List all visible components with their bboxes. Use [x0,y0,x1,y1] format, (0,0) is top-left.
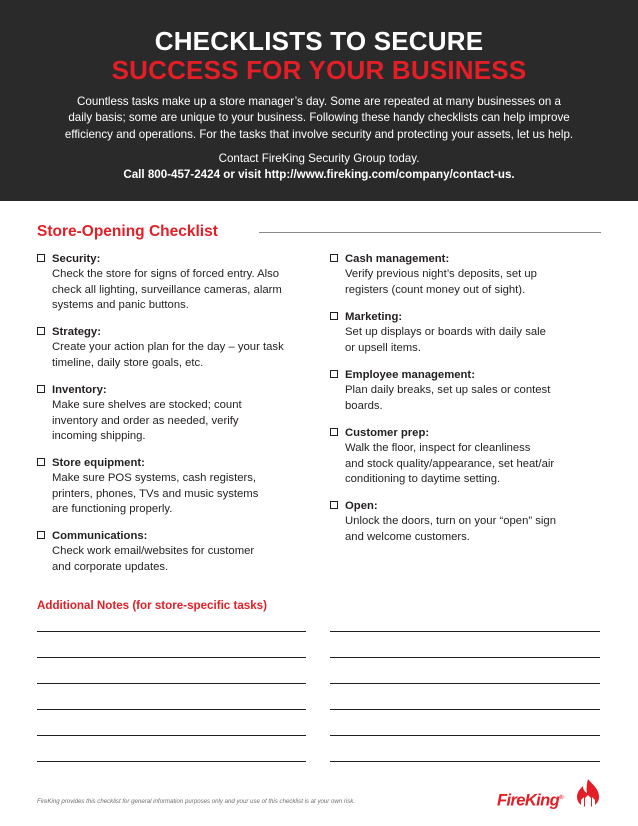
checklist-item-text [345,368,605,414]
fireking-logo [497,778,603,808]
checklist-item-line: Plan daily breaks, set up sales or contest [345,384,551,397]
checkbox[interactable] [330,312,338,320]
note-line[interactable] [330,683,600,684]
checklist-item-text [345,499,605,545]
checklist-item-right-2 [330,368,605,414]
checkbox[interactable] [37,327,45,335]
checklist-item-left-1 [37,325,317,371]
checklist-item-line: conditioning to daytime setting. [345,472,501,485]
checklist-item-right-0 [330,252,605,298]
checklist-item-line: printers, phones, TVs and music systems [52,487,259,500]
checklist-item-line: and corporate updates. [52,560,169,573]
checklist-item-line: timeline, daily store goals, etc. [52,356,204,369]
section-title: Store-Opening Checklist [37,222,224,242]
header-banner [0,0,638,201]
checklist-item-line: inventory and order as needed, verify [52,414,239,427]
intro-line-2: daily basis; some are unique to your business. Following these handy checklists can help improve [68,111,570,125]
checklist-item-text [345,252,605,298]
checklist-item-heading: Marketing: [345,311,403,323]
checklist-item-text [52,252,317,313]
checklist-item-heading: Customer prep: [345,427,430,439]
checklist-item-text [345,426,605,487]
checklist-item-text [52,529,317,575]
checkbox[interactable] [330,254,338,262]
section-divider [259,232,601,233]
contact-line-1: Contact FireKing Security Group today. [218,152,420,165]
checklist-item-text [52,383,317,444]
checklist-item-heading: Cash management: [345,253,450,265]
note-line[interactable] [37,761,306,762]
note-line[interactable] [37,631,306,632]
note-line[interactable] [37,735,306,736]
note-line[interactable] [37,709,306,710]
checkbox[interactable] [37,385,45,393]
checkbox[interactable] [37,531,45,539]
checkbox[interactable] [330,428,338,436]
checklist-item-line: Walk the floor, inspect for cleanliness [345,442,531,455]
checklist-item-line: Create your action plan for the day – your task [52,341,284,354]
note-line[interactable] [330,657,600,658]
checklist-item-heading: Inventory: [52,384,107,396]
checklist-item-text [345,310,605,356]
checklist-item-line: and welcome customers. [345,530,470,543]
checklist-item-line: Verify previous night’s deposits, set up [345,268,537,281]
checklist-item-line: Make sure shelves are stocked; count [52,399,242,412]
checklist-item-line: are functioning properly. [52,502,173,515]
checklist-item-line: boards. [345,399,383,412]
note-line[interactable] [330,735,600,736]
checklist-item-left-2 [37,383,317,444]
checklist-item-heading: Employee management: [345,369,475,381]
title-line-1: CHECKLISTS TO SECURE [154,26,484,56]
note-line[interactable] [330,761,600,762]
checklist-item-line: Check work email/websites for customer [52,545,255,558]
checklist-item-text [52,456,317,517]
checklist-item-right-3 [330,426,605,487]
checklist-item-heading: Security: [52,253,101,265]
intro-paragraph [30,94,608,143]
flame-icon [575,778,601,808]
checklist-item-heading: Store equipment: [52,457,145,469]
contact-line-2: Call 800-457-2424 or visit http://www.fireking.com/company/contact-us. [123,168,515,181]
checklist-item-line: systems and panic buttons. [52,298,189,311]
checklist-item-line: Set up displays or boards with daily sale [345,326,546,339]
intro-line-1: Countless tasks make up a store manager’s day. Some are repeated at many businesses on a [77,95,561,108]
checklist-item-left-0 [37,252,317,313]
title-line-2: SUCCESS FOR YOUR BUSINESS [111,55,527,85]
checklist-item-text [52,325,317,371]
note-line[interactable] [330,631,600,632]
checklist-item-right-1 [330,310,605,356]
note-line[interactable] [330,709,600,710]
notes-title: Additional Notes (for store-specific tasks) [37,599,267,612]
checklist-item-line: Check the store for signs of forced entry. Also [52,268,280,281]
checklist-item-line: Make sure POS systems, cash registers, [52,472,257,485]
checklist-item-line: or upsell items. [345,341,421,354]
checklist-item-heading: Open: [345,500,378,512]
checklist-item-line: check all lighting, surveillance cameras, alarm [52,283,282,296]
checklist-item-heading: Communications: [52,530,148,542]
checklist-item-line: registers (count money out of sight). [345,283,526,296]
note-line[interactable] [37,683,306,684]
intro-line-3: efficiency and operations. For the tasks that involve security and protecting your assets, let us help. [64,127,574,141]
checklist-item-left-3 [37,456,317,517]
checkbox[interactable] [330,370,338,378]
logo-text: FireKing® [497,791,563,810]
checklist-item-left-4 [37,529,317,575]
checkbox[interactable] [37,458,45,466]
checklist-item-right-4 [330,499,605,545]
footer-disclaimer: FireKing provides this checklist for general information purposes only and your use of this checklist is at your own risk. [37,798,356,805]
checklist-item-line: and stock quality/appearance, set heat/air [345,457,555,470]
checkbox[interactable] [37,254,45,262]
checklist-item-line: Unlock the doors, turn on your “open” sign [345,515,556,528]
note-line[interactable] [37,657,306,658]
checkbox[interactable] [330,501,338,509]
checklist-item-heading: Strategy: [52,326,101,338]
checklist-item-line: incoming shipping. [52,429,146,442]
